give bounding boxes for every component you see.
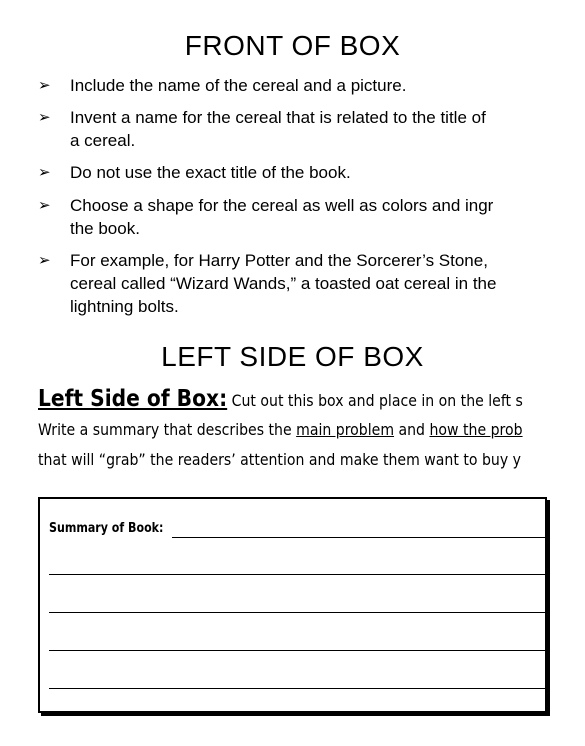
writing-line[interactable] (49, 650, 545, 651)
instruction-text: and (394, 420, 430, 439)
front-bullet-list (38, 74, 585, 334)
bullet-item (38, 249, 496, 318)
front-of-box-heading: FRONT OF BOX (184, 30, 401, 61)
summary-box (38, 497, 547, 713)
writing-line[interactable] (49, 688, 545, 689)
arrow-bullet-icon: ➢ (38, 77, 51, 94)
how-problem-underlined: how the prob (429, 420, 523, 439)
summary-of-book-label: Summary of Book: (49, 521, 164, 536)
writing-line[interactable] (49, 574, 545, 575)
writing-line[interactable] (49, 612, 545, 613)
bullet-text: Invent a name for the cereal that is related to the title of a cereal. (70, 108, 486, 150)
instruction-line-2 (38, 420, 523, 439)
bullet-item (38, 194, 493, 240)
instruction-line-1 (38, 386, 523, 412)
bullet-text: Include the name of the cereal and a picture. (70, 76, 407, 95)
main-problem-underlined: main problem (296, 420, 395, 439)
instruction-text: Write a summary that describes the (38, 420, 297, 439)
bullet-item (38, 161, 351, 184)
bullet-text: Choose a shape for the cereal as well as colors and ingr the book. (70, 196, 494, 238)
bullet-item (38, 106, 486, 152)
arrow-bullet-icon: ➢ (38, 109, 51, 126)
arrow-bullet-icon: ➢ (38, 197, 51, 214)
left-side-title: Left Side of Box: (38, 386, 228, 412)
instruction-line-3: that will “grab” the readers’ attention and make them want to buy y (38, 450, 521, 469)
left-side-of-box-heading: LEFT SIDE OF BOX (161, 341, 424, 372)
bullet-item (38, 74, 406, 97)
left-side-instructions (38, 382, 585, 482)
instruction-text: Cut out this box and place in on the left s (227, 391, 523, 410)
arrow-bullet-icon: ➢ (38, 252, 51, 269)
bullet-text: For example, for Harry Potter and the Sorcerer’s Stone, cereal called “Wizard Wands,” a toasted oat cereal in the lightning bolts. (70, 251, 497, 316)
arrow-bullet-icon: ➢ (38, 164, 51, 181)
bullet-text: Do not use the exact title of the book. (70, 163, 351, 182)
writing-line[interactable] (172, 537, 545, 538)
